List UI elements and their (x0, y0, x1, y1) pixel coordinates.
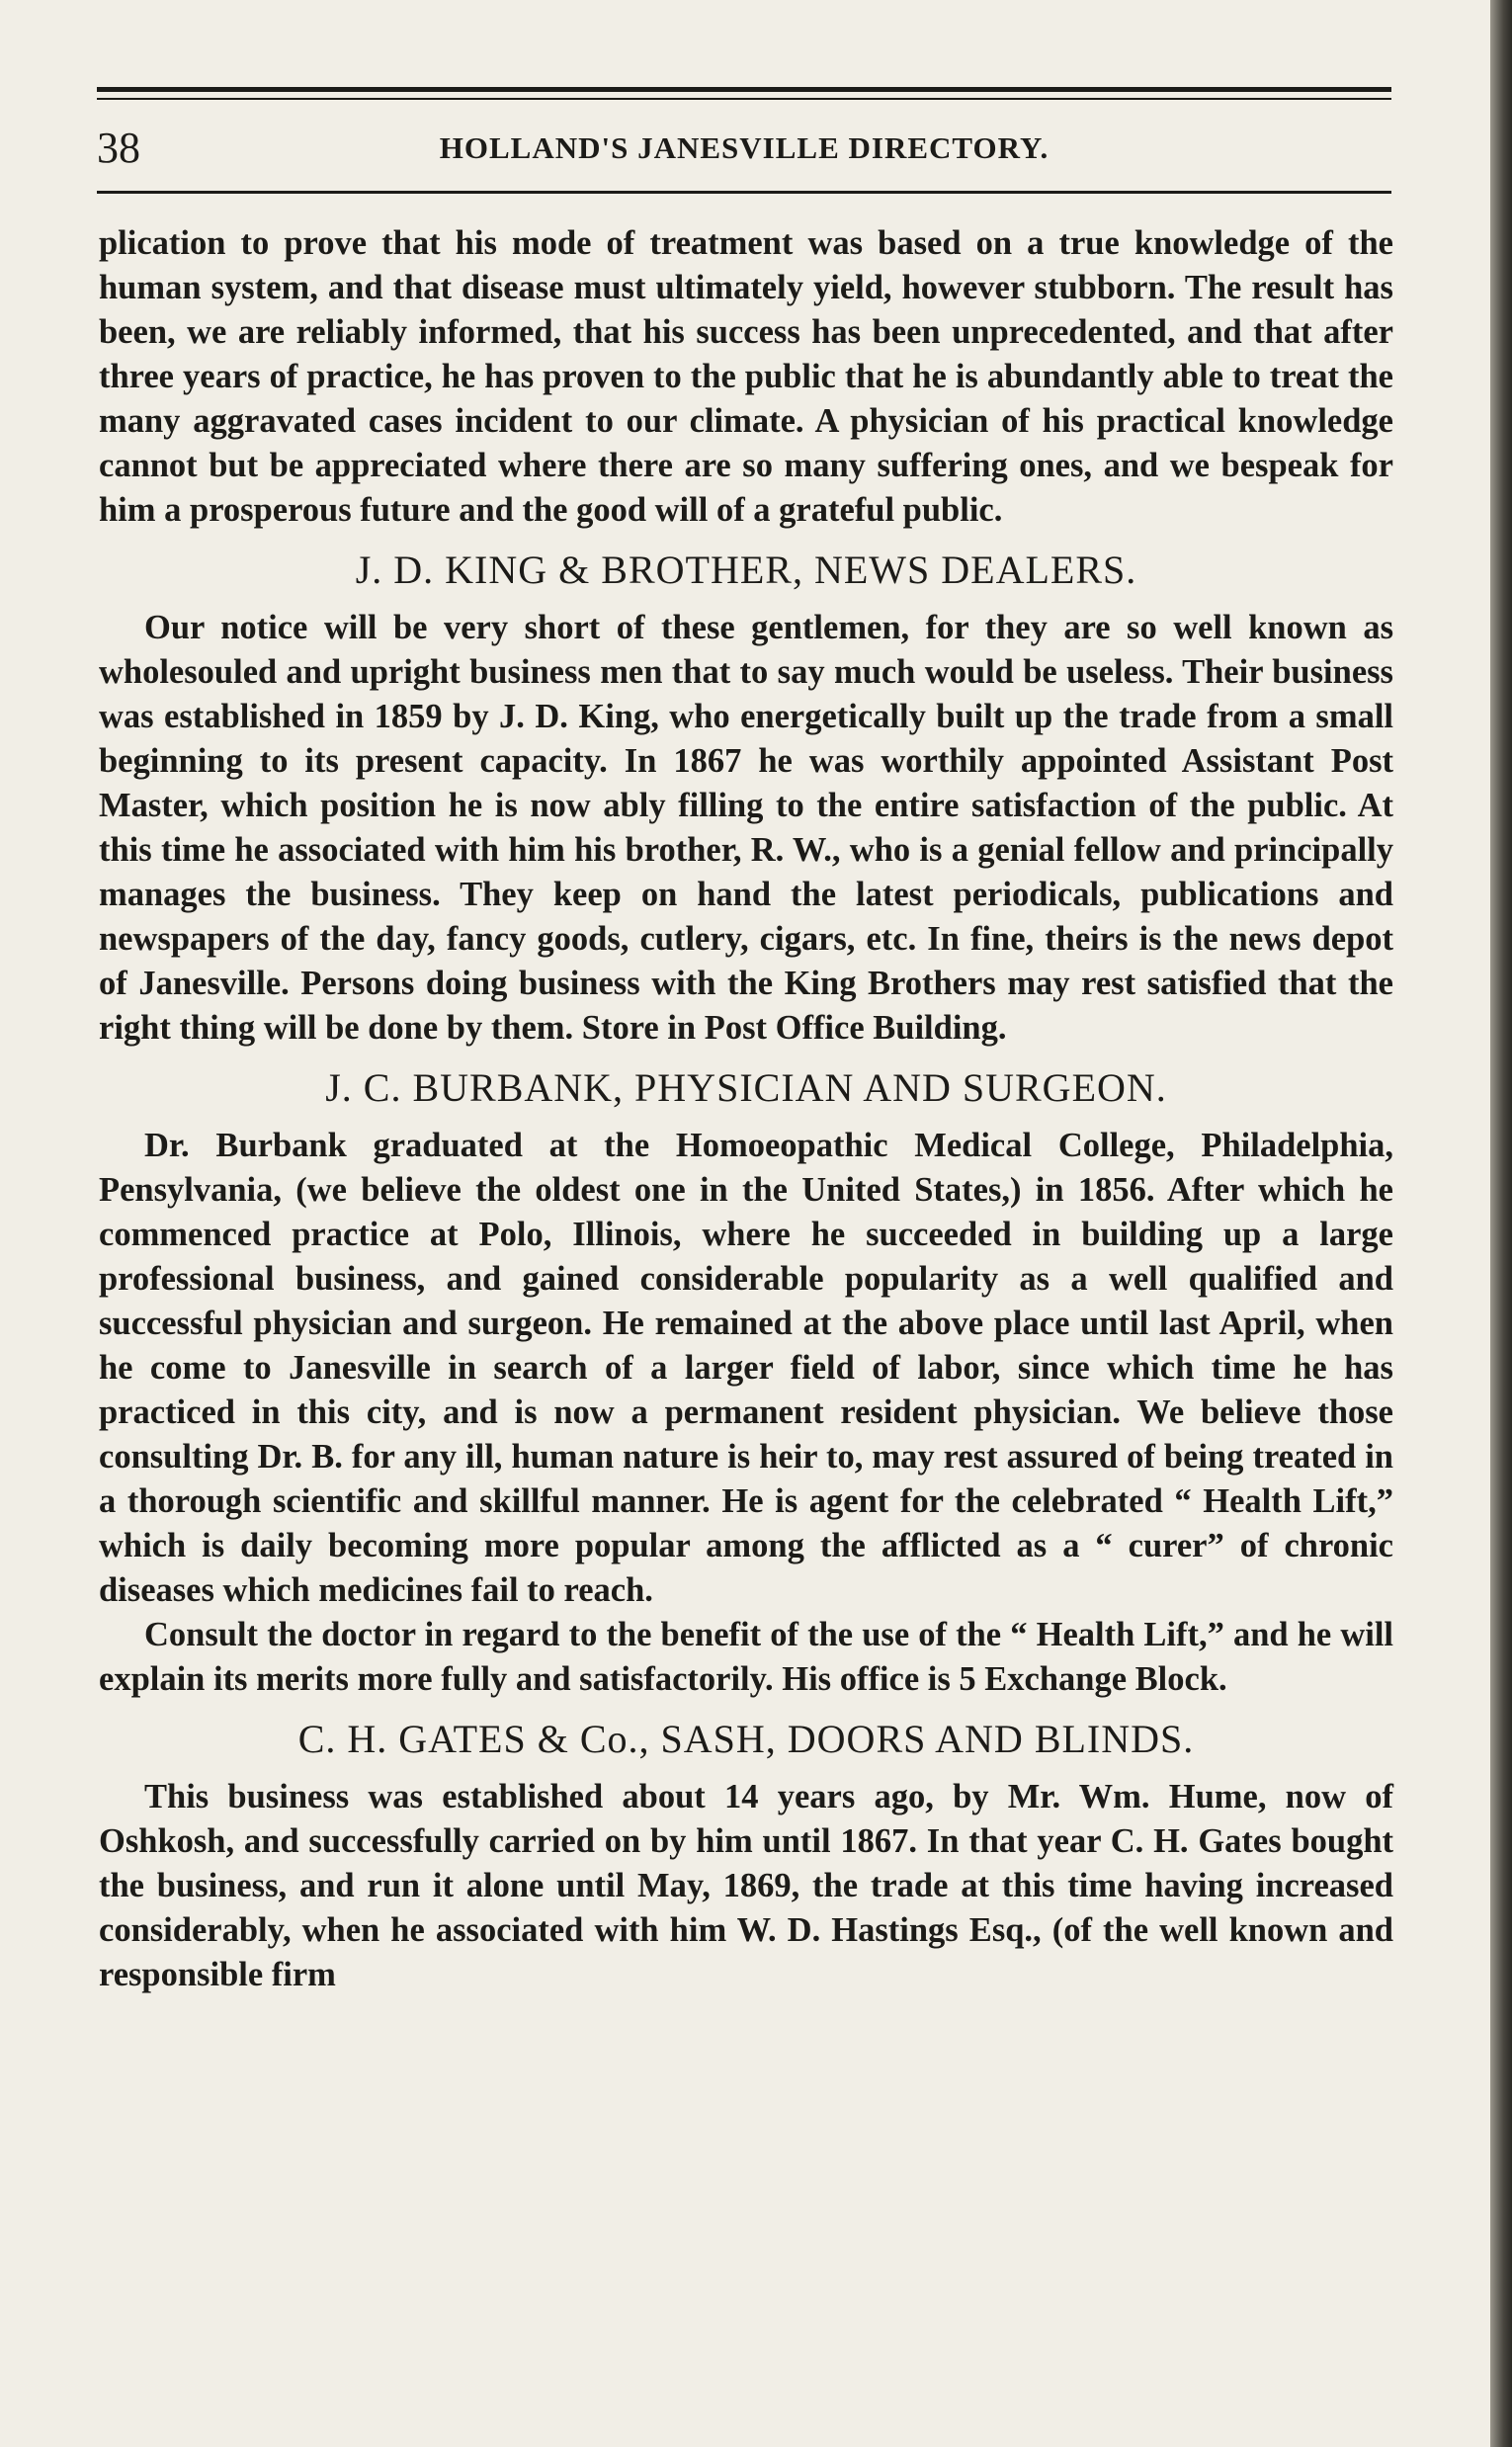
king-brother-paragraph: Our notice will be very short of these gentlemen, for they are so well known as wholesouled and upright business men that to say much would be useless. Their business was established in 1859 by J. D. King, who energetically built up the trade from a small beginning to its present capacity. In 1867 he was worthily appointed Assistant Post Master, which position he is now ably filling to the entire satisfaction of the public. At this time he associated with him his brother, R. W., who is a genial fellow and principally manages the business. They keep on hand the latest periodicals, publications and newspapers of the day, fancy goods, cutlery, cigars, etc. In fine, theirs is the news depot of Janesville. Persons doing business with the King Brothers may rest satisfied that the right thing will be done by them. Store in Post Office Building. (99, 609, 1393, 1047)
intro-paragraph: plication to prove that his mode of treatment was based on a true knowledge of the human system, and that disease must ultimately yield, however stubborn. The result has been, we are reliably informed, that his success has been unprecedented, and that after three years of practice, he has proven to the public that he is abundantly able to treat the many aggravated cases incident to our climate. A physician of his practical knowledge cannot but be appreciated where there are so many suffering ones, and we bespeak for him a prosperous future and the good will of a grateful public. (99, 224, 1393, 529)
running-title: HOLLAND'S JANESVILLE DIRECTORY. (439, 130, 1050, 165)
header-rule (97, 191, 1391, 194)
burbank-paragraph-2: Consult the doctor in regard to the benefit of the use of the “ Health Lift,” and he will explain its merits more fully and satisfactorily. His office is 5 Exchange Block. (99, 1616, 1393, 1698)
body-text (99, 221, 1393, 1997)
section-heading-burbank: J. C. BURBANK, PHYSICIAN AND SURGEON. (325, 1065, 1167, 1110)
section-heading-king-brother: J. D. KING & BROTHER, NEWS DEALERS. (355, 548, 1137, 592)
page-number: 38 (97, 124, 140, 172)
running-head (97, 119, 1391, 178)
section-heading-gates: C. H. GATES & Co., SASH, DOORS AND BLINDS. (297, 1717, 1195, 1761)
gates-paragraph: This business was established about 14 years ago, by Mr. Wm. Hume, now of Oshkosh, and successfully carried on by him until 1867. In that year C. H. Gates bought the business, and run it alone until May, 1869, the trade at this time having increased considerably, when he associated with him W. D. Hastings Esq., (of the well known and responsible firm (99, 1778, 1393, 1993)
book-binding-edge (1490, 0, 1512, 2447)
burbank-paragraph-1: Dr. Burbank graduated at the Homoeopathic Medical College, Philadelphia, Pensylvania, (we believe the oldest one in the United States,) in 1856. After which he commenced practice at Polo, Illinois, where he succeeded in building up a large professional business, and gained considerable popularity as a well qualified and successful physician and surgeon. He remained at the above place until last April, when he come to Janesville in search of a larger field of labor, since which time he has practiced in this city, and is now a permanent resident physician. We believe those consulting Dr. B. for any ill, human nature is heir to, may rest assured of being treated in a thorough scientific and skillful manner. He is agent for the celebrated “ Health Lift,” which is daily becoming more popular among the afflicted as a “ curer” of chronic diseases which medicines fail to reach. (99, 1127, 1393, 1609)
top-double-rule-thin (97, 98, 1391, 100)
top-double-rule-thick (97, 87, 1391, 92)
